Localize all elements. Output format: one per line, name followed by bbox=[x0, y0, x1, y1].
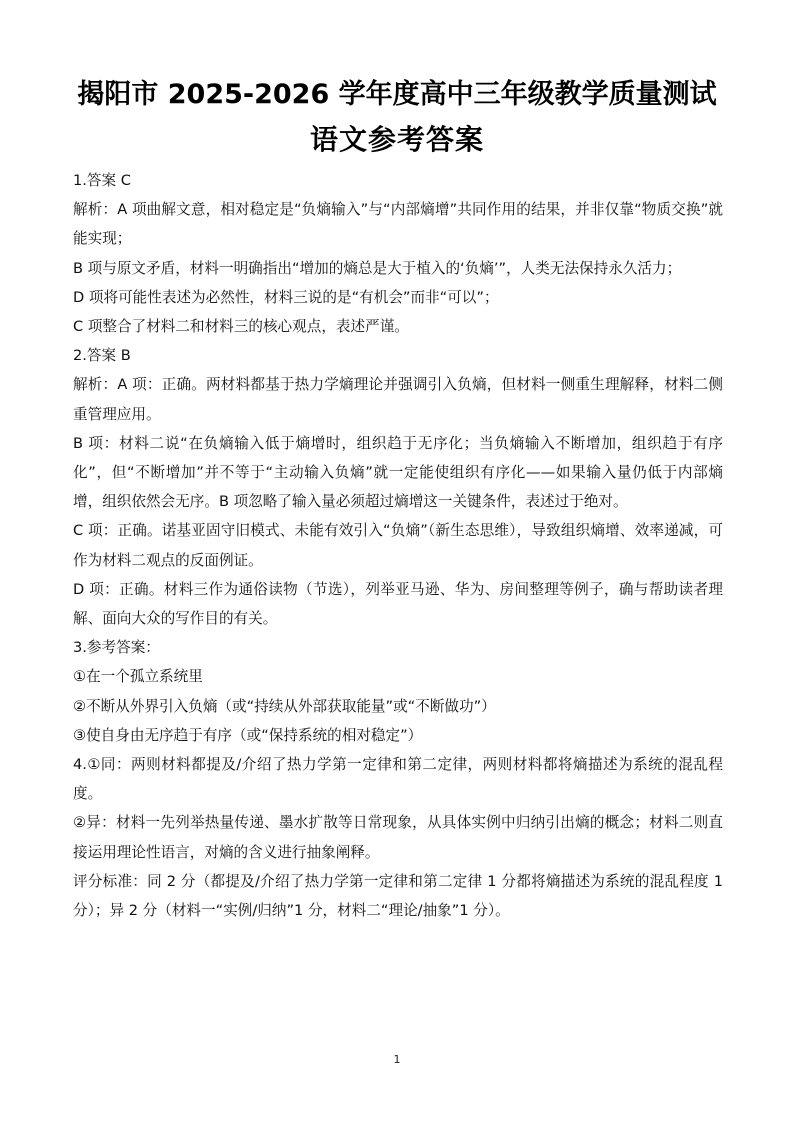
page-number: 1 bbox=[393, 1053, 401, 1066]
answer-4-scoring-criteria: 评分标准：同 2 分（都提及/介绍了热力学第一定律和第二定律 1 分都将熵描述为系统的混乱程度 1 分）；异 2 分（材料一“实例/归纳”1 分，材料二“理论/抽象”1 分）。 bbox=[73, 872, 723, 920]
answer-4-difference: ②异：材料一先列举热量传递、墨水扩散等日常现象，从具体实例中归纳引出熵的概念；材料二则直接运用理论性语言，对熵的含义进行抽象阐释。 bbox=[73, 814, 723, 861]
answer-3-heading: 3.参考答案： bbox=[73, 639, 160, 657]
document-title: 揭阳市 2025-2026 学年度高中三年级教学质量测试 bbox=[77, 79, 717, 110]
answer-1-analysis-d: D 项将可能性表述为必然性，材料三说的是“有机会”而非“可以”； bbox=[73, 288, 499, 306]
answer-1-analysis-c: C 项整合了材料二和材料三的核心观点，表述严谨。 bbox=[73, 318, 409, 336]
answer-2-analysis-c: C 项：正确。诺基亚固守旧模式、未能有效引入“负熵”（新生态思维），导致组织熵增、效率递减，可作为材料二观点的反面例证。 bbox=[73, 522, 723, 569]
answer-1-analysis-b: B 项与原文矛盾，材料一明确指出“增加的熵总是大于植入的‘负熵’”，人类无法保持永久活力； bbox=[73, 259, 682, 277]
answer-3-point-1: ①在一个孤立系统里 bbox=[73, 668, 203, 686]
document-subtitle: 语文参考答案 bbox=[309, 123, 484, 156]
answer-2-analysis-b: B 项：材料二说“在负熵输入低于熵增时，组织趋于无序化；当负熵输入不断增加，组织趋于有序化”，但“不断增加”并不等于“主动输入负熵”就一定能使组织有序化——如果输入量仍低于内部熵增，组织依然会无序。B 项忽略了输入量必须超过熵增这一关键条件，表述过于绝对。 bbox=[73, 434, 723, 511]
answer-1-analysis-a: 解析：A 项曲解文意，相对稳定是“负熵输入”与“内部熵增”共同作用的结果，并非仅靠“物质交换”就能实现； bbox=[73, 201, 723, 248]
answer-1-heading: 1.答案 C bbox=[73, 172, 131, 189]
answer-content bbox=[73, 166, 723, 925]
answer-4-similarity: 4.①同：两则材料都提及/介绍了热力学第一定律和第二定律，两则材料都将熵描述为系统的混乱程度。 bbox=[73, 756, 723, 803]
answer-2-analysis-d: D 项：正确。材料三作为通俗读物（节选），列举亚马逊、华为、房间整理等例子，确与帮助读者理解、面向大众的写作目的有关。 bbox=[73, 580, 723, 628]
answer-3-point-2: ②不断从外界引入负熵（或“持续从外部获取能量”或“不断做功”） bbox=[73, 697, 496, 715]
answer-2-analysis-a: 解析：A 项：正确。两材料都基于热力学熵理论并强调引入负熵，但材料一侧重生理解释，材料二侧重管理应用。 bbox=[73, 376, 723, 423]
answer-3-point-3: ③使自身由无序趋于有序（或“保持系统的相对稳定”） bbox=[73, 726, 423, 744]
answer-2-heading: 2.答案 B bbox=[73, 347, 131, 365]
